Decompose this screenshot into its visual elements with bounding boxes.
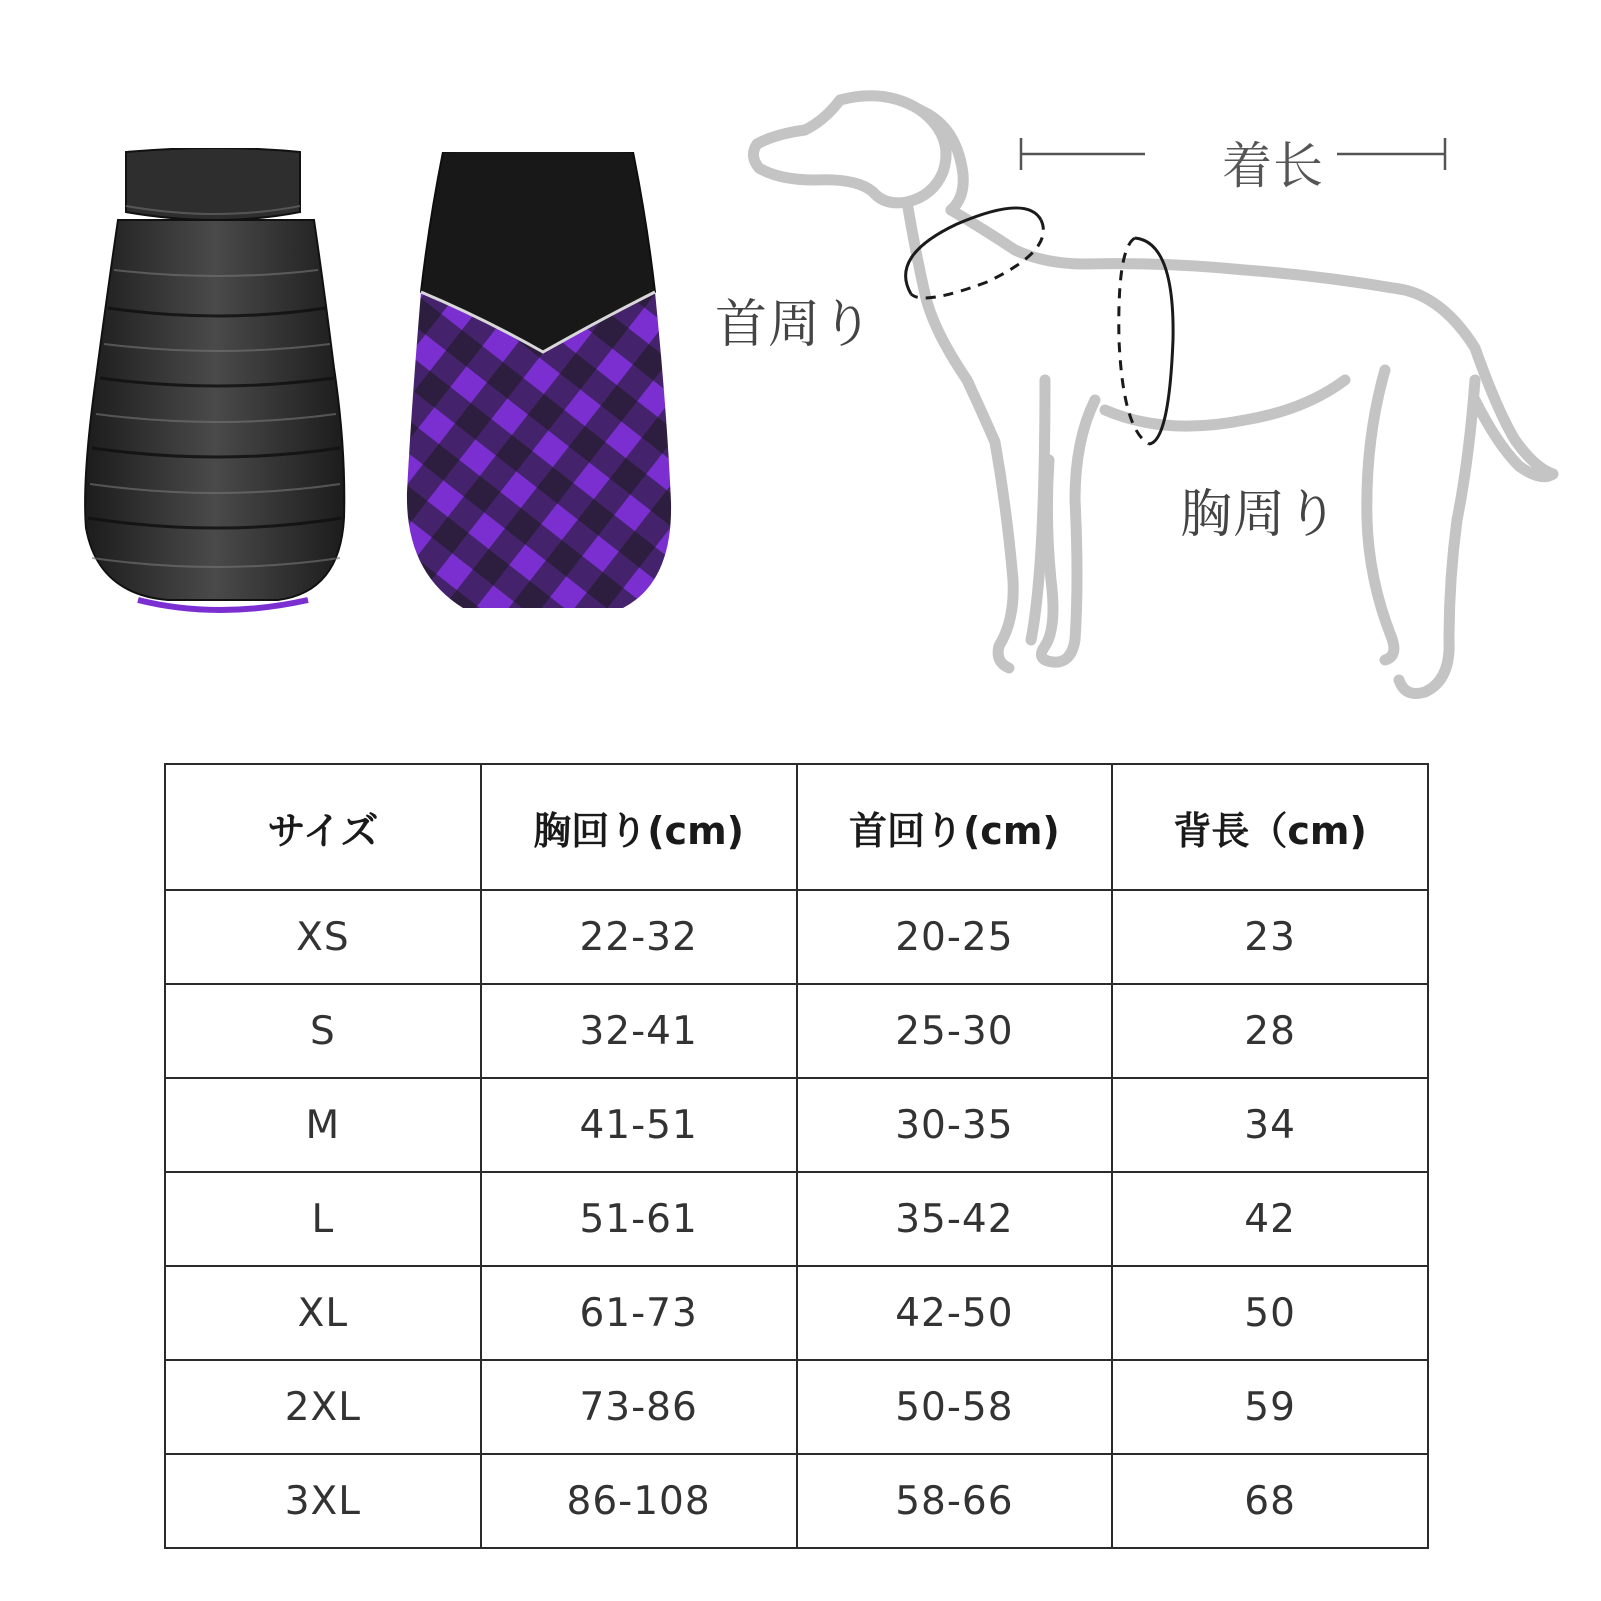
cell-chest: 22-32 [481,890,797,984]
header-neck: 首回り(cm) [797,764,1113,890]
cell-size: 3XL [165,1454,481,1548]
cell-size: S [165,984,481,1078]
cell-back-length: 68 [1112,1454,1428,1548]
table-row [165,1266,1428,1360]
table-row [165,1454,1428,1548]
cell-neck: 35-42 [797,1172,1113,1266]
cell-size: XS [165,890,481,984]
chest-girth-label: 胸周り [1180,485,1340,545]
cell-size: XL [165,1266,481,1360]
dog-measurement-diagram [745,80,1601,740]
cell-neck: 20-25 [797,890,1113,984]
vest-outer-image [78,148,350,618]
table-row [165,1078,1428,1172]
header-size: サイズ [165,764,481,890]
cell-back-length: 23 [1112,890,1428,984]
cell-chest: 73-86 [481,1360,797,1454]
dog-outline [753,96,1553,694]
cell-chest: 86-108 [481,1454,797,1548]
cell-neck: 50-58 [797,1360,1113,1454]
length-label: 着长 [1222,137,1324,195]
cell-chest: 32-41 [481,984,797,1078]
cell-back-length: 34 [1112,1078,1428,1172]
table-row [165,1172,1428,1266]
cell-neck: 42-50 [797,1266,1113,1360]
neck-girth-label: 首周り [715,295,875,355]
table-row [165,890,1428,984]
cell-back-length: 42 [1112,1172,1428,1266]
header-chest: 胸回り(cm) [481,764,797,890]
cell-size: L [165,1172,481,1266]
cell-neck: 25-30 [797,984,1113,1078]
cell-size: 2XL [165,1360,481,1454]
cell-back-length: 50 [1112,1266,1428,1360]
header-back-length: 背長（cm) [1112,764,1428,890]
table-row [165,1360,1428,1454]
cell-neck: 30-35 [797,1078,1113,1172]
cell-chest: 41-51 [481,1078,797,1172]
cell-back-length: 59 [1112,1360,1428,1454]
cell-size: M [165,1078,481,1172]
size-chart-table [164,763,1429,1549]
cell-chest: 61-73 [481,1266,797,1360]
cell-neck: 58-66 [797,1454,1113,1548]
table-header-row [165,764,1428,890]
cell-chest: 51-61 [481,1172,797,1266]
table-row [165,984,1428,1078]
cell-back-length: 28 [1112,984,1428,1078]
product-illustration-area [0,0,1601,740]
vest-reversible-lining-image [403,152,675,622]
